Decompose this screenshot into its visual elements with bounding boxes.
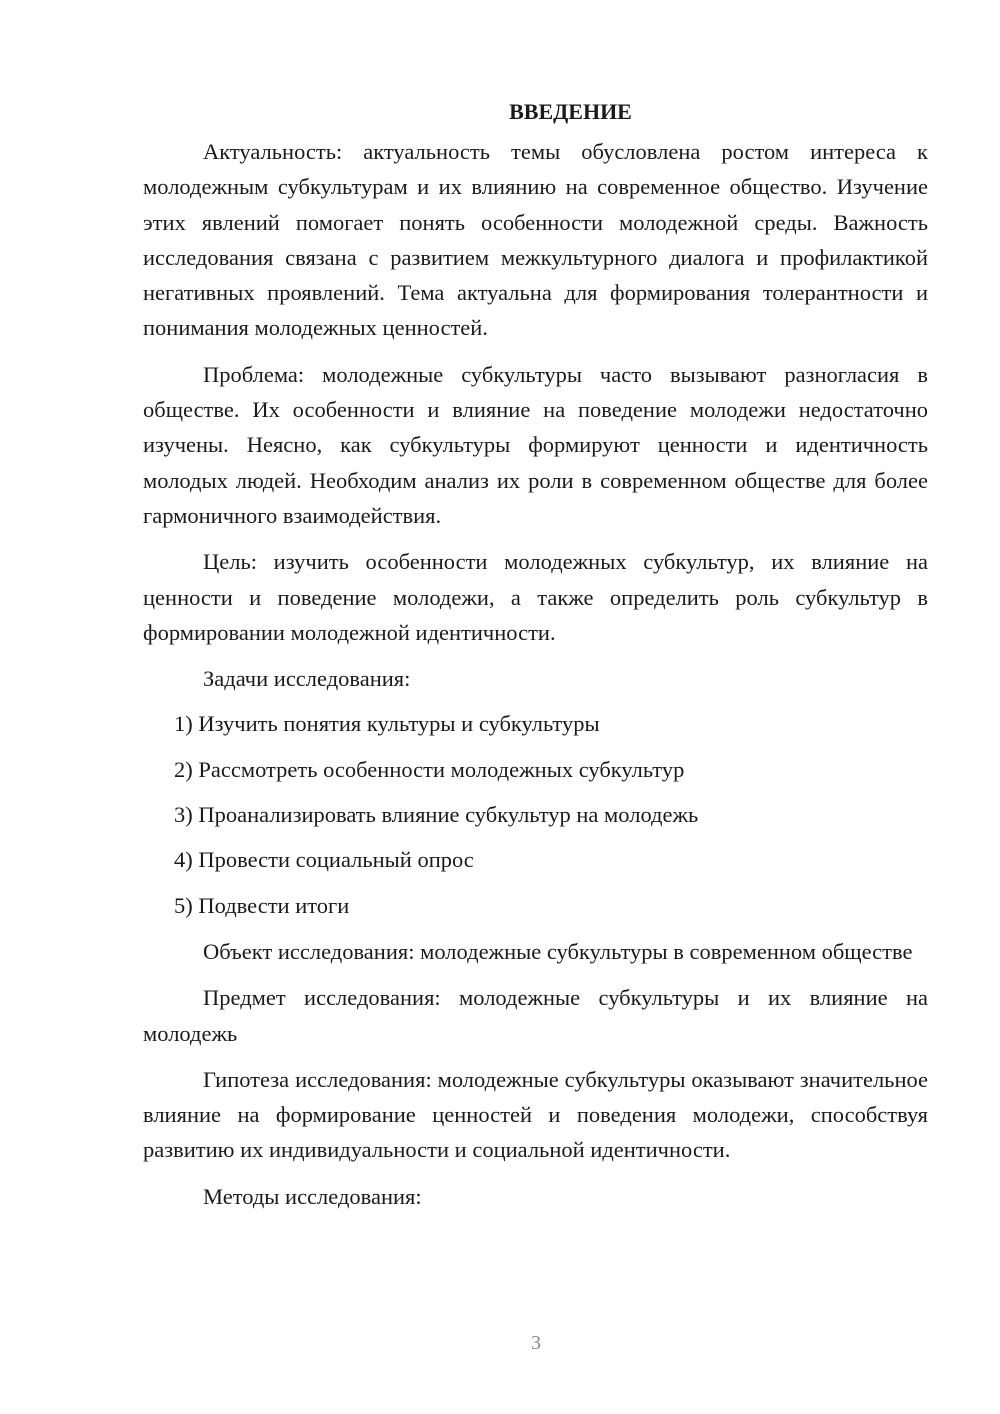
object-paragraph: Объект исследования: молодежные субкультуры в современном обществе <box>203 938 913 964</box>
methods-heading: Методы исследования: <box>203 1183 422 1209</box>
problem-paragraph: Проблема: молодежные субкультуры часто вызывают разногласия в обществе. Их особенности и влияние на поведение молодежи недостаточно изучены. Неясно, как субкультуры формируют ценности и идентичность молодых людей. Необходим анализ их роли в современном обществе для более гармоничного взаимодействия. <box>143 361 928 528</box>
task-item: 2) Рассмотреть особенности молодежных субкультур <box>174 756 685 782</box>
tasks-heading: Задачи исследования: <box>203 666 411 692</box>
goal-paragraph: Цель: изучить особенности молодежных субкультур, их влияние на ценности и поведение молодежи, а также определить роль субкультур в формировании молодежной идентичности. <box>143 549 928 645</box>
subject-paragraph: Предмет исследования: молодежные субкультуры и их влияние на молодежь <box>143 985 928 1046</box>
task-item: 3) Проанализировать влияние субкультур на молодежь <box>174 802 699 828</box>
task-item: 4) Провести социальный опрос <box>174 847 474 873</box>
page-number: 3 <box>531 1332 541 1354</box>
page-title: ВВЕДЕНИЕ <box>509 99 632 124</box>
task-item: 5) Подвести итоги <box>174 892 350 918</box>
task-item: 1) Изучить понятия культуры и субкультуры <box>174 711 600 737</box>
relevance-paragraph: Актуальность: актуальность темы обусловлена ростом интереса к молодежным субкультурам и их влиянию на современное общество. Изучение этих явлений помогает понять особенности молодежной среды. Важность исследования связана с развитием межкультурного диалога и профилактикой негативных проявлений. Тема актуальна для формирования толерантности и понимания молодежных ценностей. <box>143 139 928 341</box>
hypothesis-paragraph: Гипотеза исследования: молодежные субкультуры оказывают значительное влияние на формирование ценностей и поведения молодежи, способствуя развитию их индивидуальности и социальной идентичности. <box>143 1066 928 1163</box>
page-content <box>143 94 928 1214</box>
